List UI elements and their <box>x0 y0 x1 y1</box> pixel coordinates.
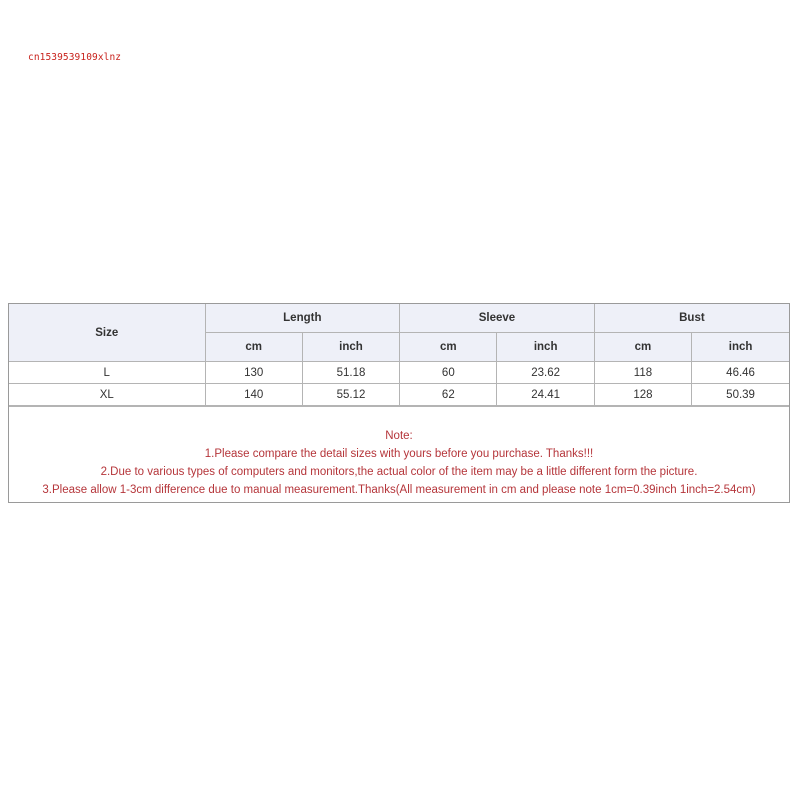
bust-inch-header: inch <box>692 333 789 362</box>
sleeve-cm-cell: 60 <box>400 362 497 384</box>
bust-inch-cell: 50.39 <box>692 384 789 406</box>
sleeve-cm-header: cm <box>400 333 497 362</box>
bust-group-header: Bust <box>594 304 789 333</box>
notes-section <box>9 406 789 502</box>
bust-cm-header: cm <box>594 333 691 362</box>
length-inch-cell: 51.18 <box>302 362 399 384</box>
watermark-text: cn1539539109xlnz <box>28 52 122 63</box>
table-row <box>9 362 789 384</box>
sleeve-group-header: Sleeve <box>400 304 595 333</box>
size-column-header: Size <box>9 304 205 362</box>
bust-inch-cell: 46.46 <box>692 362 789 384</box>
length-inch-cell: 55.12 <box>302 384 399 406</box>
size-table <box>9 304 789 406</box>
size-chart <box>8 303 790 503</box>
length-inch-header: inch <box>302 333 399 362</box>
bust-cm-cell: 118 <box>594 362 691 384</box>
note-line: 3.Please allow 1-3cm difference due to manual measurement.Thanks(All measurement in cm and please note 1cm=0.39inch 1inch=2.54cm) <box>42 484 756 496</box>
bust-cm-cell: 128 <box>594 384 691 406</box>
length-cm-cell: 140 <box>205 384 302 406</box>
length-cm-header: cm <box>205 333 302 362</box>
sleeve-cm-cell: 62 <box>400 384 497 406</box>
size-cell: L <box>9 362 205 384</box>
table-row <box>9 384 789 406</box>
length-group-header: Length <box>205 304 400 333</box>
sleeve-inch-cell: 24.41 <box>497 384 594 406</box>
table-group-header-row <box>9 304 789 333</box>
note-line: 1.Please compare the detail sizes with yours before you purchase. Thanks!!! <box>204 448 594 460</box>
sleeve-inch-cell: 23.62 <box>497 362 594 384</box>
notes-title: Note: <box>385 430 413 442</box>
size-cell: XL <box>9 384 205 406</box>
sleeve-inch-header: inch <box>497 333 594 362</box>
note-line: 2.Due to various types of computers and monitors,the actual color of the item may be a little different form the picture. <box>100 466 698 478</box>
length-cm-cell: 130 <box>205 362 302 384</box>
